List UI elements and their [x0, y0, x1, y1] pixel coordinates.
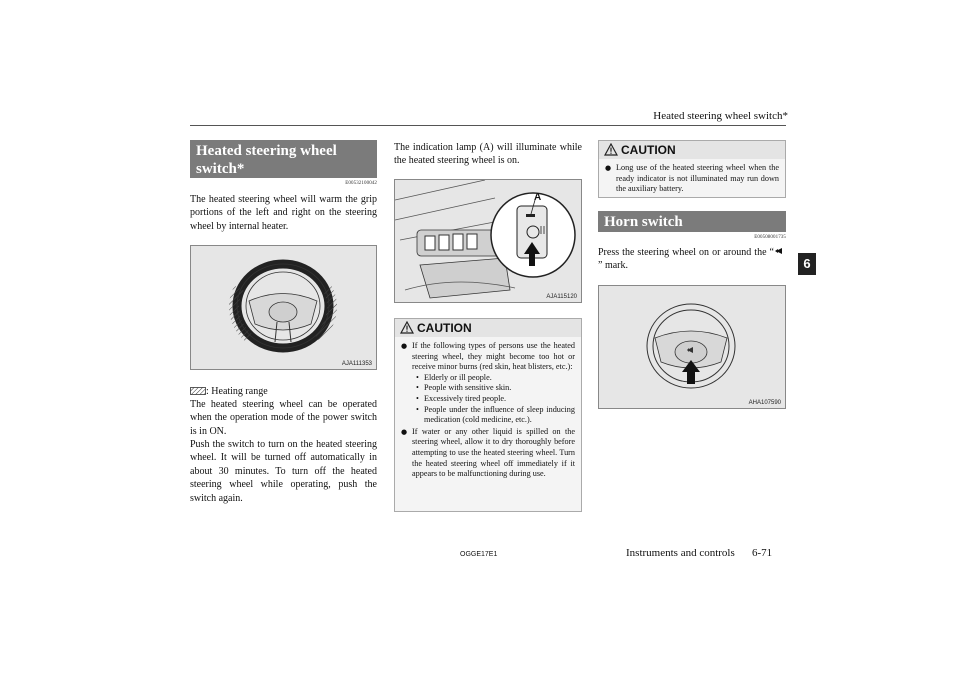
caution-box-battery: [598, 140, 786, 198]
caution-bullet: ● If water or any other liquid is spilled on the steering wheel, allow it to dry thoroughly before attempting to use the heated steering wheel. Turn the heated steering wheel off immediately if it appears to be malfunctioning during use.: [401, 426, 575, 479]
sub-item: • Elderly or ill people.: [416, 372, 492, 382]
section-heading-heated-wheel: Heated steering wheel switch*: [190, 140, 377, 178]
caution-box-burns: [394, 318, 582, 512]
warning-triangle-icon: [400, 321, 414, 334]
caution-content: [599, 159, 785, 195]
sub-item: • People with sensitive skin.: [416, 383, 512, 393]
switch-panel-figure: [394, 179, 582, 303]
intro-text: The heated steering wheel will warm the grip portions of the left and right on the steering wheel by internal heater.: [190, 194, 377, 232]
caution-title: CAUTION: [599, 141, 785, 159]
horn-mark-icon: [774, 247, 786, 255]
figure-code: AJA115120: [546, 294, 577, 300]
callout-a: A: [534, 192, 542, 203]
horn-text: Press the steering wheel on or around the “” mark.: [598, 246, 786, 273]
legend-text: : Heating range: [206, 386, 268, 397]
section-code: E00532100042: [345, 181, 377, 186]
bullet-icon: ●: [401, 342, 408, 350]
footer-doc-code: OGGE17E1: [460, 551, 498, 558]
bullet-icon: ●: [401, 427, 408, 436]
warning-triangle-icon: [604, 143, 618, 156]
section-heading-horn: Horn switch: [598, 211, 786, 232]
horn-figure: [598, 285, 786, 409]
horn-steering-wheel-illustration: [599, 286, 785, 408]
figure-code: AHA107590: [748, 400, 781, 406]
push-switch-text: Push the switch to turn on the heated steering wheel. It will be turned off automatically in about 30 minutes. To turn off the heated steering wheel while operating, push the switch again.: [190, 439, 377, 504]
running-head: Heated steering wheel switch*: [653, 110, 788, 122]
header-rule: [190, 125, 786, 126]
caution-bullet: ● Long use of the heated steering wheel when the ready indicator is not illuminated may run down the auxiliary battery.: [605, 163, 779, 194]
caution-content: [395, 337, 581, 480]
footer-section-title: Instruments and controls: [626, 547, 735, 559]
chapter-tab: 6: [798, 253, 816, 275]
caution-title: CAUTION: [395, 319, 581, 337]
heated-steering-wheel-illustration: [191, 246, 376, 369]
switch-panel-illustration: [395, 180, 581, 302]
steering-wheel-figure: [190, 245, 377, 370]
caution-bullet: ● If the following types of persons use the heated steering wheel, they might become too hot or receive minor burns (red skin, heat blisters, etc.): • Elderly or ill people. • People with sensitive skin. • Excessively tired people. • People under the influence of sleep inducing medication (cold medicine, etc.).: [401, 341, 575, 425]
footer-page-number: 6-71: [752, 547, 773, 559]
bullet-icon: ●: [605, 164, 612, 172]
section-code: E00508001735: [754, 235, 786, 240]
operation-text: The heated steering wheel can be operated when the operation mode of the power switch is in ON.: [190, 399, 377, 437]
figure-code: AJA111353: [341, 361, 372, 367]
sub-item: • Excessively tired people.: [416, 393, 507, 403]
hatch-legend-icon: [190, 387, 206, 395]
heating-range-legend: [190, 385, 377, 398]
indicator-lamp-text: The indication lamp (A) will illuminate while the heated steering wheel is on.: [394, 142, 582, 167]
sub-item: • People under the influence of sleep inducing medication (cold medicine, etc.).: [416, 404, 575, 425]
